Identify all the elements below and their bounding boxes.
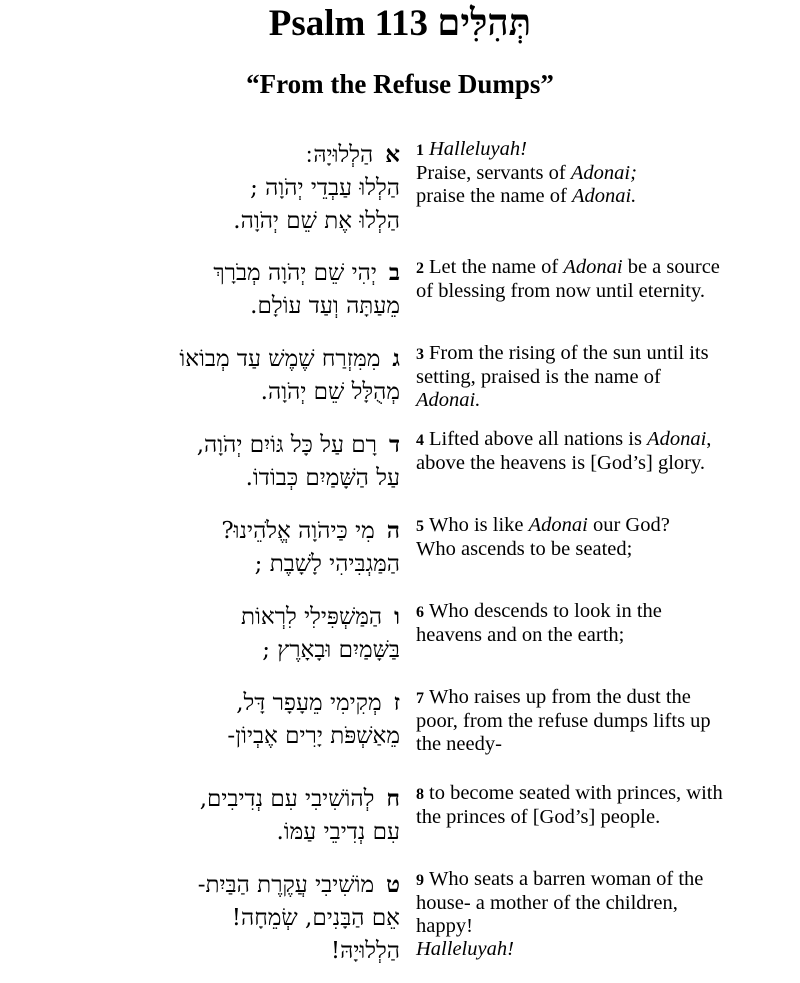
hebrew-line: [70, 172, 400, 205]
hebrew-line-text: רָם עַל כָּל גּוֹיִם יְהֹוָה,: [196, 432, 377, 458]
verse-number: 1: [416, 142, 424, 159]
english-text: Lifted above all nations is: [429, 428, 648, 450]
english-text: above the heavens is [God’s] glory.: [416, 452, 706, 474]
english-translation: [416, 514, 786, 561]
hebrew-line: [70, 376, 400, 409]
hebrew-line: [70, 514, 400, 548]
english-text: our God?: [587, 514, 670, 536]
hebrew-line-text: מְקִימִי מֵעָפָר דָּל,: [236, 690, 382, 716]
english-text: the needy-: [416, 733, 502, 755]
hebrew-line-text: לְהוֹשִׁיבִי עִם נְדִיבִים,: [199, 786, 375, 812]
hebrew-line-text: הַמַּגְבִּיהִי לָשָׁבֶת ;: [254, 551, 400, 577]
english-italic-text: Adonai: [647, 428, 707, 450]
verse-number: 6: [416, 604, 424, 621]
english-text: the princes of [God’s] people.: [416, 806, 661, 828]
verse-letter: א: [385, 141, 400, 168]
english-italic-text: Adonai: [563, 256, 623, 278]
hebrew-text: [70, 600, 400, 667]
english-text: house- a mother of the children,: [416, 892, 678, 914]
english-text: praise the name of: [416, 185, 572, 207]
english-text: poor, from the refuse dumps lifts up: [416, 710, 711, 732]
hebrew-line-text: יְהִי שֵׁם יְהֹוָה מְבֹרָךְ: [213, 260, 377, 286]
hebrew-line-text: מִמִּזְרַח שֶׁמֶשׁ עַד מְבוֹאוֹ: [179, 346, 381, 372]
hebrew-line-text: מִי כַּיהֹוָה אֱלֹהֵינוּ?: [221, 518, 375, 544]
hebrew-text: [70, 342, 400, 409]
hebrew-text: [70, 868, 400, 968]
hebrew-line-text: הַלְלוּיָהּ ׃: [306, 142, 374, 168]
verse-letter: ה: [386, 517, 400, 544]
verse-letter: ט: [386, 871, 400, 898]
hebrew-line: [70, 342, 400, 376]
english-text: Let the name of: [429, 256, 564, 278]
hebrew-text: [70, 782, 400, 849]
english-italic-text: Adonai.: [571, 185, 637, 207]
hebrew-line-text: מֵאַשְׁפֹּת יָרִים אֶבְיוֹן-: [227, 723, 400, 749]
hebrew-line-text: עַל הַשָּׁמַיִם כְּבוֹדוֹ.: [245, 465, 400, 491]
hebrew-line: [70, 935, 400, 968]
hebrew-line-text: הַלְלוּיָהּ!: [330, 938, 400, 964]
hebrew-text: [70, 514, 400, 581]
hebrew-line: [70, 686, 400, 720]
verse-letter: ב: [388, 259, 400, 286]
verse-letter: ז: [393, 689, 400, 716]
hebrew-line-text: מֵעַתָּה וְעַד עוֹלָם.: [250, 293, 400, 319]
english-text: heavens and on the earth;: [416, 624, 625, 646]
english-text: to become seated with princes, with: [429, 782, 723, 804]
hebrew-line: [70, 138, 400, 172]
english-translation: [416, 686, 786, 756]
hebrew-line-text: מוֹשִׁיבִי עֲקֶרֶת הַבַּיִת-: [197, 872, 375, 898]
english-translation: [416, 428, 786, 475]
hebrew-line: [70, 428, 400, 462]
english-italic-text: Halleluyah!: [416, 938, 514, 960]
english-text: Who ascends to be seated;: [416, 538, 633, 560]
english-italic-text: Adonai: [528, 514, 588, 536]
english-italic-text: Halleluyah!: [429, 138, 527, 160]
page-title: [0, 2, 800, 46]
english-translation: [416, 600, 786, 647]
english-text: of blessing from now until eternity.: [416, 280, 706, 302]
english-text: Praise, servants of: [416, 162, 571, 184]
verse-letter: ו: [394, 603, 400, 630]
english-translation: [416, 138, 786, 208]
verse-number: 2: [416, 260, 424, 277]
hebrew-line: [70, 290, 400, 323]
verse-number: 3: [416, 346, 424, 363]
english-text: happy!: [416, 915, 473, 937]
hebrew-line-text: הַמַּשְׁפִּילִי לִרְאוֹת: [241, 604, 383, 630]
hebrew-line: [70, 548, 400, 581]
verse-letter: ג: [392, 345, 400, 372]
english-italic-text: Adonai.: [416, 389, 481, 411]
hebrew-text: [70, 256, 400, 323]
english-translation: [416, 342, 786, 412]
verse-letter: ח: [386, 785, 400, 812]
english-italic-text: Adonai;: [570, 162, 637, 184]
english-text: be a source: [622, 256, 720, 278]
english-translation: [416, 782, 786, 829]
verse-number: 7: [416, 690, 424, 707]
hebrew-line: [70, 782, 400, 816]
hebrew-line-text: הַלְלוּ אֶת שֵׁם יְהֹוָה.: [233, 208, 400, 234]
hebrew-line: [70, 868, 400, 902]
hebrew-line: [70, 634, 400, 667]
title-english: Psalm 113: [268, 3, 429, 44]
english-translation: [416, 256, 786, 303]
hebrew-line: [70, 816, 400, 849]
english-text: Who raises up from the dust the: [429, 686, 691, 708]
hebrew-line: [70, 902, 400, 935]
english-text: From the rising of the sun until its: [429, 342, 709, 364]
hebrew-text: [70, 428, 400, 495]
verse-number: 4: [416, 432, 424, 449]
verse-number: 8: [416, 786, 424, 803]
hebrew-line-text: עִם נְדִיבֵי עַמּוֹ.: [276, 819, 400, 845]
english-text: Who is like: [429, 514, 529, 536]
english-translation: [416, 868, 786, 961]
title-hebrew: תְּהִלִּים: [437, 3, 532, 44]
page-subtitle: “From the Refuse Dumps”: [246, 69, 554, 99]
verse-number: 9: [416, 872, 424, 889]
hebrew-text: [70, 686, 400, 753]
hebrew-text: [70, 138, 400, 238]
hebrew-line: [70, 600, 400, 634]
english-text: Who seats a barren woman of the: [429, 868, 704, 890]
hebrew-line-text: אֵם הַבָּנִים, שְׂמֵחָה!: [231, 905, 400, 931]
hebrew-line: [70, 256, 400, 290]
english-text: ,: [706, 428, 712, 450]
hebrew-line: [70, 462, 400, 495]
english-text: Who descends to look in the: [429, 600, 662, 622]
verse-letter: ד: [388, 431, 400, 458]
hebrew-line-text: בַּשָּׁמַיִם וּבָאָרֶץ ;: [262, 637, 400, 663]
hebrew-line-text: מְהֻלָּל שֵׁם יְהֹוָה.: [260, 379, 400, 405]
hebrew-line: [70, 205, 400, 238]
hebrew-line: [70, 720, 400, 753]
hebrew-line-text: הַלְלוּ עַבְדֵי יְהֹוָה ;: [250, 175, 400, 201]
english-text: setting, praised is the name of: [416, 366, 661, 388]
verse-number: 5: [416, 518, 424, 535]
